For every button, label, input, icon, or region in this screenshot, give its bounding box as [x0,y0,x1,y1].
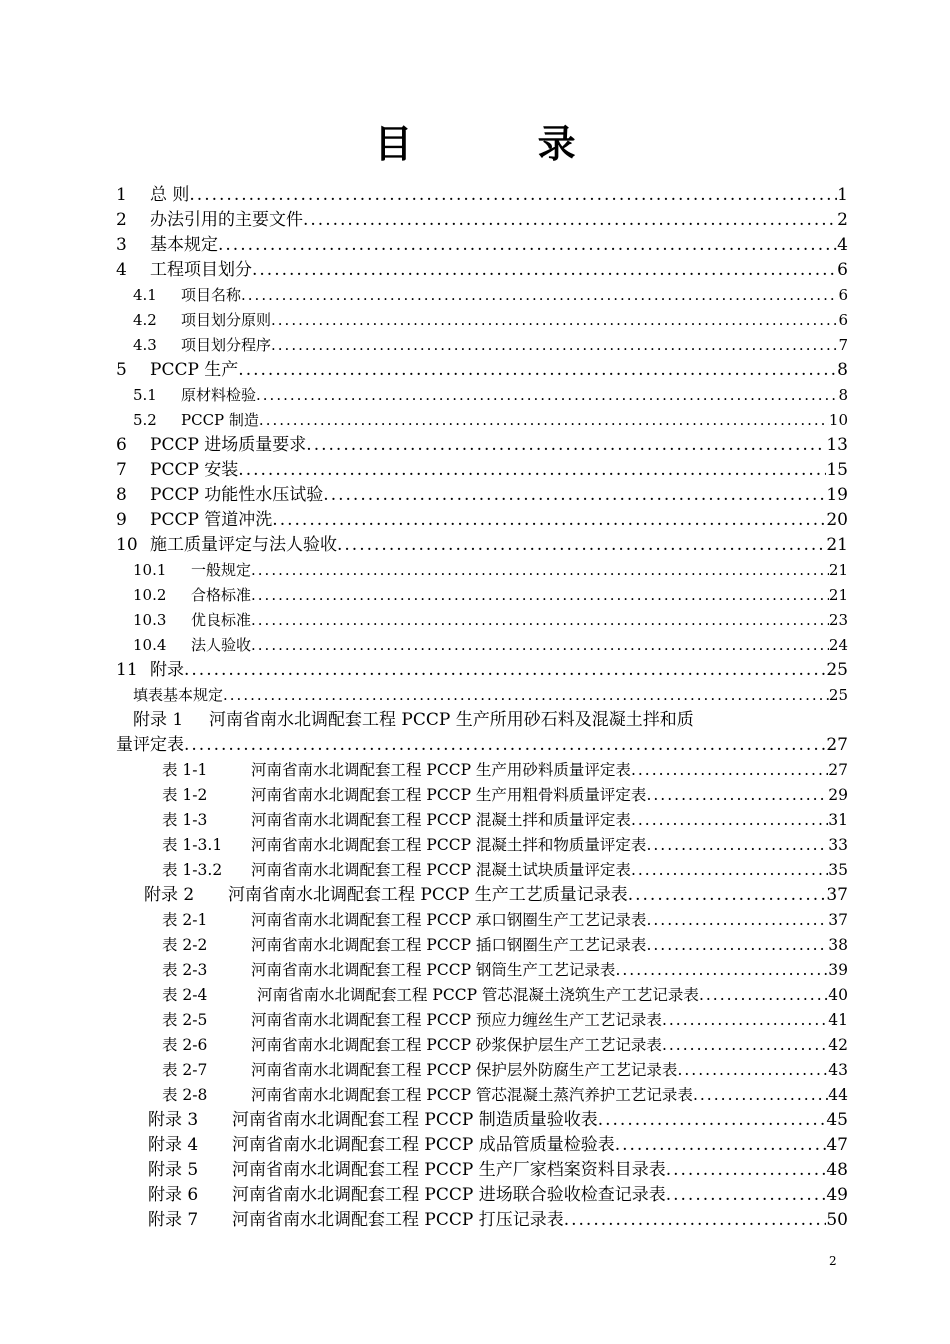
toc-entry-number: 10.3 [133,611,167,629]
toc-entry-number: 表 2-8 [162,1086,208,1104]
toc-entry-number: 10.1 [133,561,167,579]
toc-entry-page: 44 [828,1086,848,1104]
toc-entry[interactable] [133,558,848,582]
toc-entry-page: 6 [838,286,848,304]
toc-entry-number: 4.3 [133,336,157,354]
toc-entry-page: 35 [828,861,848,879]
toc-entry[interactable] [116,233,848,257]
toc-entry-page: 8 [838,386,848,404]
leader-dots [631,758,828,782]
toc-entry-title: 优良标准 [191,611,252,629]
toc-entry-title: 河南省南水北调配套工程 PCCP 混凝土试块质量评定表 [251,861,631,879]
toc-entry-number: 表 1-3 [162,811,208,829]
toc-entry-number: 8 [116,485,127,505]
toc-entry-number: 10.2 [133,586,167,604]
toc-entry-title: 项目划分程序 [181,336,272,354]
toc-entry-title: 基本规定 [150,235,218,255]
toc-entry-number: 5.2 [133,411,157,429]
leader-dots [646,933,828,957]
toc-entry[interactable] [162,833,848,857]
leader-dots [666,1158,827,1182]
leader-dots [646,833,828,857]
toc-entry-title: PCCP 生产 [150,360,239,380]
leader-dots [238,458,826,482]
leader-dots [662,1008,828,1032]
toc-entry-page: 23 [828,611,848,629]
toc-entry-number: 4.1 [133,286,157,304]
toc-entry-page: 48 [826,1160,848,1180]
toc-entry-title: 河南省南水北调配套工程 PCCP 生产所用砂石料及混凝土拌和质 [209,710,694,730]
toc-entry-title: 河南省南水北调配套工程 PCCP 打压记录表 [232,1210,564,1230]
toc-entry-page: 40 [828,986,848,1004]
toc-entry-page: 47 [826,1135,848,1155]
toc-entry-page: 21 [826,535,848,555]
toc-entry-title: PCCP 功能性水压试验 [150,485,324,505]
toc-entry-title-continued: 量评定表 [116,735,184,755]
toc-entry[interactable] [116,483,848,507]
toc-entry-title: 河南省南水北调配套工程 PCCP 预应力缠丝生产工艺记录表 [251,1011,662,1029]
toc-entry-title: 河南省南水北调配套工程 PCCP 混凝土拌和质量评定表 [251,811,631,829]
toc-entry-page: 38 [828,936,848,954]
toc-entry[interactable] [162,983,848,1007]
toc-entry[interactable] [162,908,848,932]
toc-entry-number: 附录 7 [148,1210,199,1230]
toc-entry-page: 10 [828,411,848,429]
toc-entry-title: 一般规定 [191,561,252,579]
toc-entry[interactable] [148,1183,848,1207]
toc-entry-page: 49 [826,1185,848,1205]
leader-dots [677,1058,828,1082]
toc-entry-number: 表 1-3.2 [162,861,223,879]
toc-entry-title: 河南省南水北调配套工程 PCCP 生产用粗骨料质量评定表 [251,786,647,804]
toc-entry-number: 表 2-7 [162,1061,208,1079]
leader-dots [693,1083,828,1107]
toc-entry-number: 表 2-6 [162,1036,208,1054]
leader-dots [564,1208,827,1232]
toc-entry-title: 附录 [150,660,184,680]
toc-entry-page: 24 [828,636,848,654]
toc-entry-page: 39 [828,961,848,979]
leader-dots [251,583,829,607]
toc-entry[interactable] [162,1083,848,1107]
toc-entry-title: 河南省南水北调配套工程 PCCP 钢筒生产工艺记录表 [251,961,616,979]
leader-dots [615,958,828,982]
toc-entry-title: 总 则 [150,185,190,205]
toc-entry[interactable] [162,933,848,957]
toc-entry[interactable] [162,1033,848,1057]
toc-entry-title: PCCP 进场质量要求 [150,435,307,455]
toc-entry-number: 5.1 [133,386,157,404]
leader-dots [666,1183,827,1207]
toc-entry-number: 10 [116,535,138,555]
toc-entry-number: 表 1-3.1 [162,836,223,854]
leader-dots [271,333,838,357]
toc-entry-page: 8 [837,360,848,380]
toc-entry-title: 施工质量评定与法人验收 [150,535,337,555]
toc-entry-number: 附录 6 [148,1185,199,1205]
toc-entry-page: 50 [826,1210,848,1230]
leader-dots [238,358,837,382]
leader-dots [303,208,837,232]
toc-entry-page: 43 [828,1061,848,1079]
toc-entry-title: 河南省南水北调配套工程 PCCP 进场联合验收检查记录表 [232,1185,666,1205]
toc-entry-title: 法人验收 [191,636,252,654]
toc-entry-number: 表 2-2 [162,936,208,954]
leader-dots [699,983,828,1007]
toc-entry-page: 19 [826,485,848,505]
toc-entry-number: 6 [116,435,127,455]
leader-dots [662,1033,828,1057]
leader-dots [223,683,829,707]
toc-entry-page: 42 [828,1036,848,1054]
toc-entry-title: 工程项目划分 [150,260,252,280]
toc-entry[interactable] [162,758,848,782]
toc-entry[interactable] [133,408,848,432]
toc-entry[interactable] [116,183,848,207]
toc-entry[interactable] [162,958,848,982]
toc-entry-page: 6 [838,311,848,329]
toc-entry[interactable] [144,883,848,907]
toc-entry-number: 表 2-4 [162,986,208,1004]
leader-dots [256,383,838,407]
leader-dots [628,883,827,907]
toc-entry-title: 原材料检验 [181,386,257,404]
leader-dots [631,808,828,832]
toc-entry-title: 河南省南水北调配套工程 PCCP 管芯混凝土蒸汽养护工艺记录表 [251,1086,693,1104]
leader-dots [218,233,837,257]
leader-dots [251,633,829,657]
page-title: 目 录 [374,121,632,166]
leader-dots [241,283,838,307]
toc-entry-title: 河南省南水北调配套工程 PCCP 保护层外防腐生产工艺记录表 [251,1061,678,1079]
toc-entry-title: 河南省南水北调配套工程 PCCP 承口钢圈生产工艺记录表 [251,911,647,929]
toc-entry[interactable] [133,383,848,407]
toc-entry-number: 4.2 [133,311,157,329]
toc-entry-number: 4 [116,260,127,280]
leader-dots [184,658,826,682]
toc-entry-number: 附录 5 [148,1160,199,1180]
toc-entry-number: 表 1-1 [162,761,208,779]
toc-entry-number: 11 [116,660,138,680]
toc-entry-first-line[interactable] [133,708,848,732]
toc-entry[interactable] [162,1008,848,1032]
toc-entry-title: 河南省南水北调配套工程 PCCP 生产厂家档案资料目录表 [232,1160,666,1180]
toc-entry-page: 7 [838,336,848,354]
toc-entry-title: 河南省南水北调配套工程 PCCP 生产工艺质量记录表 [228,885,628,905]
toc-entry-title: 河南省南水北调配套工程 PCCP 插口钢圈生产工艺记录表 [251,936,647,954]
toc-entry-page: 41 [828,1011,848,1029]
toc-entry[interactable] [148,1208,848,1232]
toc-entry-title: 河南省南水北调配套工程 PCCP 生产用砂料质量评定表 [251,761,631,779]
toc-entry[interactable] [133,608,848,632]
toc-entry-page: 27 [826,735,848,755]
leader-dots [184,733,826,757]
toc-entry-number: 5 [116,360,127,380]
toc-entry[interactable] [116,733,848,757]
leader-dots [259,408,829,432]
leader-dots [271,308,838,332]
toc-entry-page: 15 [826,460,848,480]
toc-entry-title: 项目划分原则 [181,311,272,329]
toc-entry[interactable] [148,1108,848,1132]
toc-entry-page: 33 [828,836,848,854]
toc-entry-number: 3 [116,235,127,255]
toc-entry-page: 21 [828,561,848,579]
toc-entry[interactable] [116,258,848,282]
toc-entry[interactable] [116,458,848,482]
toc-entry[interactable] [116,358,848,382]
leader-dots [251,558,829,582]
toc-entry[interactable] [116,658,848,682]
toc-entry-page: 25 [828,686,848,704]
leader-dots [646,783,828,807]
footer-page-number: 2 [829,1254,837,1268]
toc-entry-number: 附录 3 [148,1110,199,1130]
toc-entry-page: 37 [826,885,848,905]
toc-entry-page: 25 [826,660,848,680]
toc-entry-page: 1 [837,185,848,205]
toc-entry-title: 填表基本规定 [133,686,224,704]
toc-entry-number: 表 2-5 [162,1011,208,1029]
toc-entry-title: 项目名称 [181,286,242,304]
toc-entry-title: 河南省南水北调配套工程 PCCP 混凝土拌和物质量评定表 [251,836,647,854]
toc-entry-title: PCCP 制造 [181,411,259,429]
toc-entry[interactable] [162,783,848,807]
leader-dots [252,258,837,282]
toc-entry[interactable] [133,633,848,657]
toc-entry-title: PCCP 安装 [150,460,239,480]
toc-entry-page: 6 [837,260,848,280]
toc-entry[interactable] [133,683,848,707]
toc-entry-number: 表 2-3 [162,961,208,979]
toc-entry-page: 37 [828,911,848,929]
leader-dots [646,908,828,932]
leader-dots [251,608,829,632]
toc-entry-number: 表 1-2 [162,786,208,804]
toc-entry-number: 9 [116,510,127,530]
leader-dots [337,533,826,557]
toc-entry-number: 10.4 [133,636,167,654]
toc-entry[interactable] [133,283,848,307]
toc-entry-title: PCCP 管道冲洗 [150,510,273,530]
toc-entry-number: 附录 2 [144,885,195,905]
toc-entry-page: 31 [828,811,848,829]
toc-entry-page: 20 [826,510,848,530]
toc-entry-title: 合格标准 [191,586,252,604]
toc-entry[interactable] [148,1158,848,1182]
toc-entry[interactable] [162,808,848,832]
leader-dots [323,483,826,507]
toc-entry[interactable] [133,583,848,607]
toc-entry-number: 2 [116,210,127,230]
toc-entry-number: 附录 4 [148,1135,199,1155]
toc-entry-page: 21 [828,586,848,604]
toc-entry-page: 2 [837,210,848,230]
toc-entry-title: 河南省南水北调配套工程 PCCP 制造质量验收表 [232,1110,598,1130]
toc-entry[interactable] [116,433,848,457]
toc-entry-title: 办法引用的主要文件 [150,210,303,230]
toc-entry-page: 4 [837,235,848,255]
toc-entry[interactable] [133,333,848,357]
toc-entry[interactable] [116,533,848,557]
toc-entry-page: 45 [826,1110,848,1130]
leader-dots [306,433,826,457]
leader-dots [272,508,826,532]
toc-entry-number: 7 [116,460,127,480]
leader-dots [598,1108,827,1132]
toc-entry[interactable] [133,308,848,332]
toc-entry[interactable] [116,208,848,232]
toc-entry-number: 1 [116,185,127,205]
toc-entry-number: 附录 1 [133,710,184,730]
toc-entry-title: 河南省南水北调配套工程 PCCP 管芯混凝土浇筑生产工艺记录表 [257,986,699,1004]
toc-entry[interactable] [162,858,848,882]
leader-dots [631,858,828,882]
toc-entry-number: 表 2-1 [162,911,208,929]
toc-entry[interactable] [162,1058,848,1082]
leader-dots [189,183,837,207]
toc-entry-title: 河南省南水北调配套工程 PCCP 砂浆保护层生产工艺记录表 [251,1036,662,1054]
leader-dots [615,1133,827,1157]
toc-entry-title: 河南省南水北调配套工程 PCCP 成品管质量检验表 [232,1135,615,1155]
toc-entry[interactable] [116,508,848,532]
toc-entry[interactable] [148,1133,848,1157]
toc-entry-page: 13 [826,435,848,455]
toc-entry-page: 27 [828,761,848,779]
toc-entry-page: 29 [828,786,848,804]
